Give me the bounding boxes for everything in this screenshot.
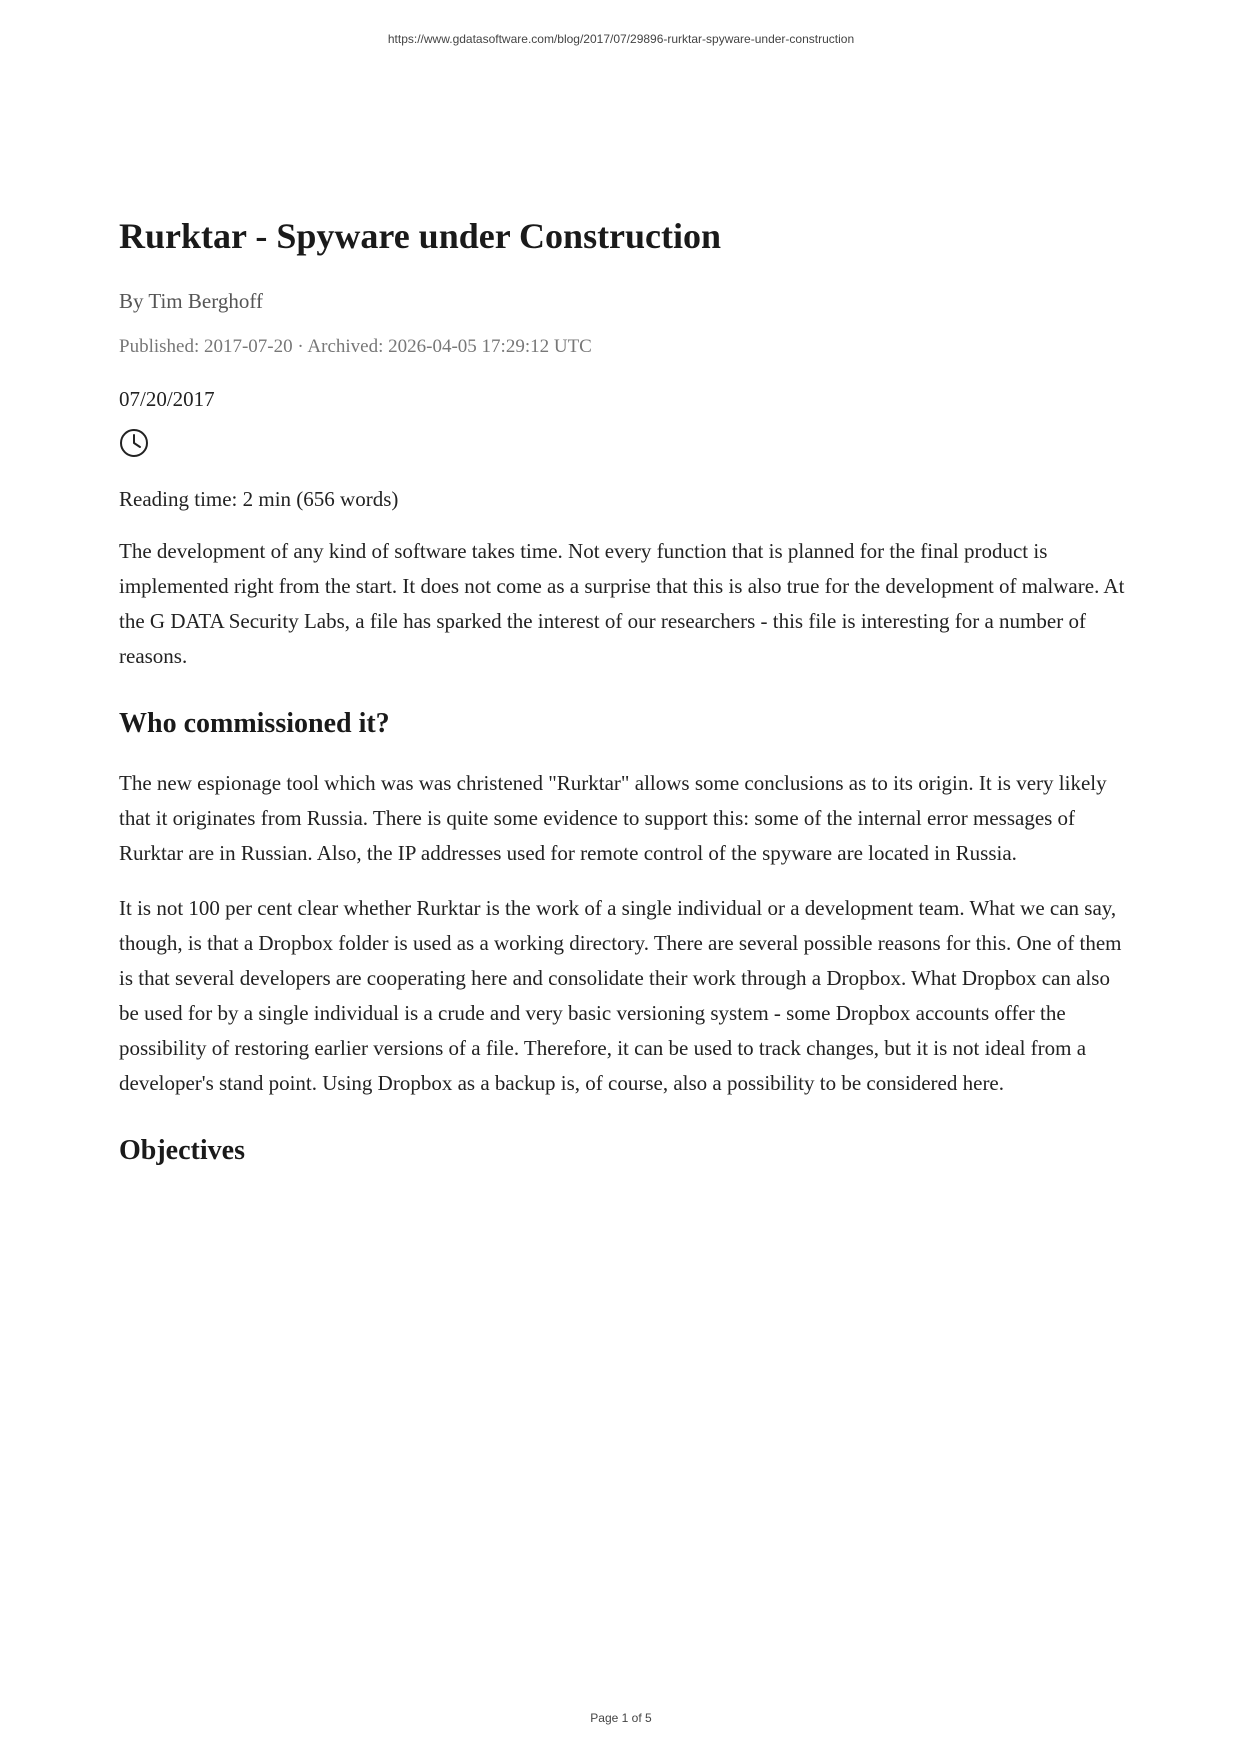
- reading-time: Reading time: 2 min (656 words): [119, 487, 399, 511]
- article-meta: Published: 2017-07-20 · Archived: 2026-04-05 17:29:12 UTC: [119, 336, 592, 357]
- page-url-header: https://www.gdatasoftware.com/blog/2017/07/29896-rurktar-spyware-under-construction: [387, 32, 855, 46]
- clock-icon: [119, 428, 149, 458]
- body-paragraph: It is not 100 per cent clear whether Rurktar is the work of a single individual or a development team. What we can say, though, is that a Dropbox folder is used as a working directory. There are several possible reasons for this. One of them is that several developers are cooperating here and consolidate their work through a Dropbox. What Dropbox can also be used for by a single individual is a crude and very basic versioning system - some Dropbox accounts offer the possibility of restoring earlier versions of a file. Therefore, it can be used to track changes, but it is not ideal from a developer's stand point. Using Dropbox as a backup is, of course, also a possibility to be considered here.: [119, 896, 1122, 1095]
- intro-paragraph: The development of any kind of software takes time. Not every function that is planned for the final product is implemented right from the start. It does not come as a surprise that this is also true for the development of malware. At the G DATA Security Labs, a file has sparked the interest of our researchers - this file is interesting for a number of reasons.: [119, 539, 1125, 668]
- article-title: Rurktar - Spyware under Construction: [119, 216, 722, 256]
- article-byline: By Tim Berghoff: [119, 289, 263, 313]
- section-heading-who-commissioned: Who commissioned it?: [119, 708, 390, 739]
- article-date: 07/20/2017: [119, 387, 215, 411]
- section-heading-objectives: Objectives: [119, 1135, 245, 1166]
- body-paragraph: The new espionage tool which was was christened "Rurktar" allows some conclusions as to its origin. It is very likely that it originates from Russia. There is quite some evidence to support this: some of the internal error messages of Rurktar are in Russian. Also, the IP addresses used for remote control of the spyware are located in Russia.: [119, 771, 1107, 865]
- article: [119, 212, 1129, 1171]
- page-number-footer: Page 1 of 5: [590, 1711, 652, 1725]
